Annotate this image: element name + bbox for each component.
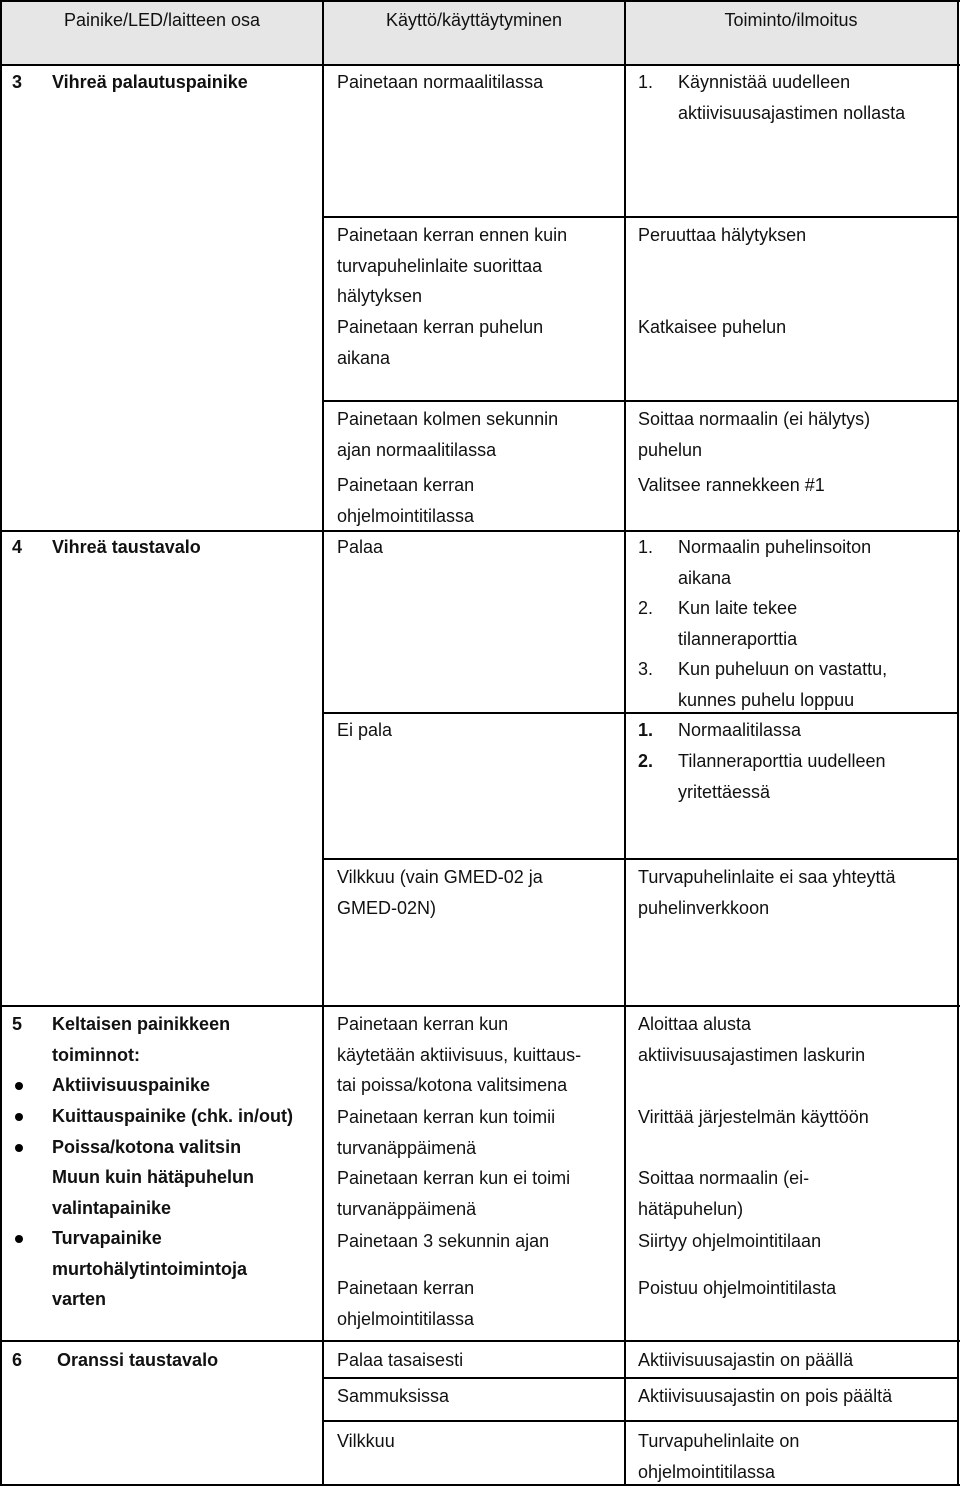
usage-text: Painetaan 3 sekunnin ajan <box>337 1231 550 1251</box>
bullet-item: Muun kuin hätäpuhelun valintapainike <box>52 1167 254 1218</box>
device-part-name: Oranssi taustavalo <box>57 1350 219 1370</box>
usage-text: Sammuksissa <box>337 1386 450 1406</box>
usage-text: Painetaan kerran ennen kuin turvapuhelinlaite suorittaa hälytyksen <box>337 225 568 306</box>
usage-text: Painetaan kerran ohjelmointitilassa <box>337 475 475 526</box>
column-divider <box>322 0 324 1486</box>
device-part-name: Keltaisen painikkeen toiminnot: <box>52 1014 231 1065</box>
usage-text: Vilkkuu <box>337 1431 395 1451</box>
function-text: Aktiivisuusajastin on pois päältä <box>638 1386 893 1406</box>
row-divider <box>324 216 958 218</box>
function-text: Siirtyy ohjelmointitilaan <box>638 1231 822 1251</box>
header-col-usage: Käyttö/käyttäytyminen <box>385 10 563 30</box>
function-text: Valitsee rannekkeen #1 <box>638 475 825 495</box>
row-divider <box>324 400 958 402</box>
list-item-text: Tilanneraporttia uudelleen yritettäessä <box>678 751 886 802</box>
usage-text: Painetaan kerran kun ei toimi turvanäppäimenä <box>337 1168 571 1219</box>
bullet-item: Aktiivisuuspainike <box>52 1075 211 1095</box>
row-number: 5 <box>12 1014 23 1034</box>
usage-text: Painetaan kerran ohjelmointitilassa <box>337 1278 475 1329</box>
list-item-text: Kun laite tekee tilanneraporttia <box>678 598 798 649</box>
list-number: 1. <box>638 720 654 740</box>
row-divider <box>0 1005 960 1007</box>
function-text: Turvapuhelinlaite ei saa yhteyttä puhelinverkkoon <box>638 867 896 918</box>
device-part-name: Vihreä palautuspainike <box>52 72 248 92</box>
bullet-item: Turvapainike murtohälytintoimintoja varten <box>52 1228 247 1309</box>
header-col-button-led: Painike/LED/laitteen osa <box>63 10 261 30</box>
bullet-icon <box>15 1144 23 1152</box>
function-text: Turvapuhelinlaite on ohjelmointitilassa <box>638 1431 800 1482</box>
bullet-item: Kuittauspainike (chk. in/out) <box>52 1106 294 1126</box>
bullet-item: Poissa/kotona valitsin <box>52 1137 242 1157</box>
function-text: Soittaa normaalin (ei hälytys) puhelun <box>638 409 871 460</box>
usage-text: Palaa <box>337 537 384 557</box>
header-col-function: Toiminto/ilmoitus <box>724 10 858 30</box>
list-number: 1. <box>638 537 654 557</box>
table-border-top <box>0 0 960 2</box>
list-number: 2. <box>638 598 654 618</box>
row-divider <box>324 1420 958 1422</box>
function-text: Virittää järjestelmän käyttöön <box>638 1107 869 1127</box>
list-item-text: Kun puheluun on vastattu, kunnes puhelu loppuu <box>678 659 888 710</box>
bullet-icon <box>15 1082 23 1090</box>
column-divider <box>624 0 626 1486</box>
function-text: Aloittaa alusta aktiivisuusajastimen laskurin <box>638 1014 866 1065</box>
usage-text: Vilkkuu (vain GMED-02 ja GMED-02N) <box>337 867 543 918</box>
device-part-name: Vihreä taustavalo <box>52 537 201 557</box>
function-text: Aktiivisuusajastin on päällä <box>638 1350 854 1370</box>
list-number: 2. <box>638 751 654 771</box>
usage-text: Painetaan kerran kun käytetään aktiivisuus, kuittaus- tai poissa/kotona valitsimena <box>337 1014 582 1095</box>
usage-text: Painetaan normaalitilassa <box>337 72 544 92</box>
row-divider <box>324 1377 958 1379</box>
row-number: 4 <box>12 537 23 557</box>
usage-text: Painetaan kolmen sekunnin ajan normaalitilassa <box>337 409 559 460</box>
function-text: Katkaisee puhelun <box>638 317 787 337</box>
usage-text: Painetaan kerran kun toimii turvanäppäimenä <box>337 1107 556 1158</box>
bullet-icon <box>15 1113 23 1121</box>
list-number: 3. <box>638 659 654 679</box>
function-text: Poistuu ohjelmointitilasta <box>638 1278 837 1298</box>
function-text: Peruuttaa hälytyksen <box>638 225 807 245</box>
list-item-text: Normaalitilassa <box>678 720 802 740</box>
row-divider <box>324 858 958 860</box>
row-divider <box>0 1340 960 1342</box>
list-item-text: Normaalin puhelinsoiton aikana <box>678 537 872 588</box>
header-separator <box>0 64 960 66</box>
function-text: Käynnistää uudelleen aktiivisuusajastimen nollasta <box>678 72 906 123</box>
usage-text: Ei pala <box>337 720 393 740</box>
usage-text: Painetaan kerran puhelun aikana <box>337 317 544 368</box>
row-number: 3 <box>12 72 23 92</box>
function-text: Soittaa normaalin (ei- hätäpuhelun) <box>638 1168 810 1219</box>
table-border-right <box>957 0 959 1486</box>
row-number: 6 <box>12 1350 23 1370</box>
list-number: 1. <box>638 72 654 92</box>
bullet-icon <box>15 1235 23 1243</box>
usage-text: Palaa tasaisesti <box>337 1350 464 1370</box>
table-border-left <box>0 0 2 1486</box>
